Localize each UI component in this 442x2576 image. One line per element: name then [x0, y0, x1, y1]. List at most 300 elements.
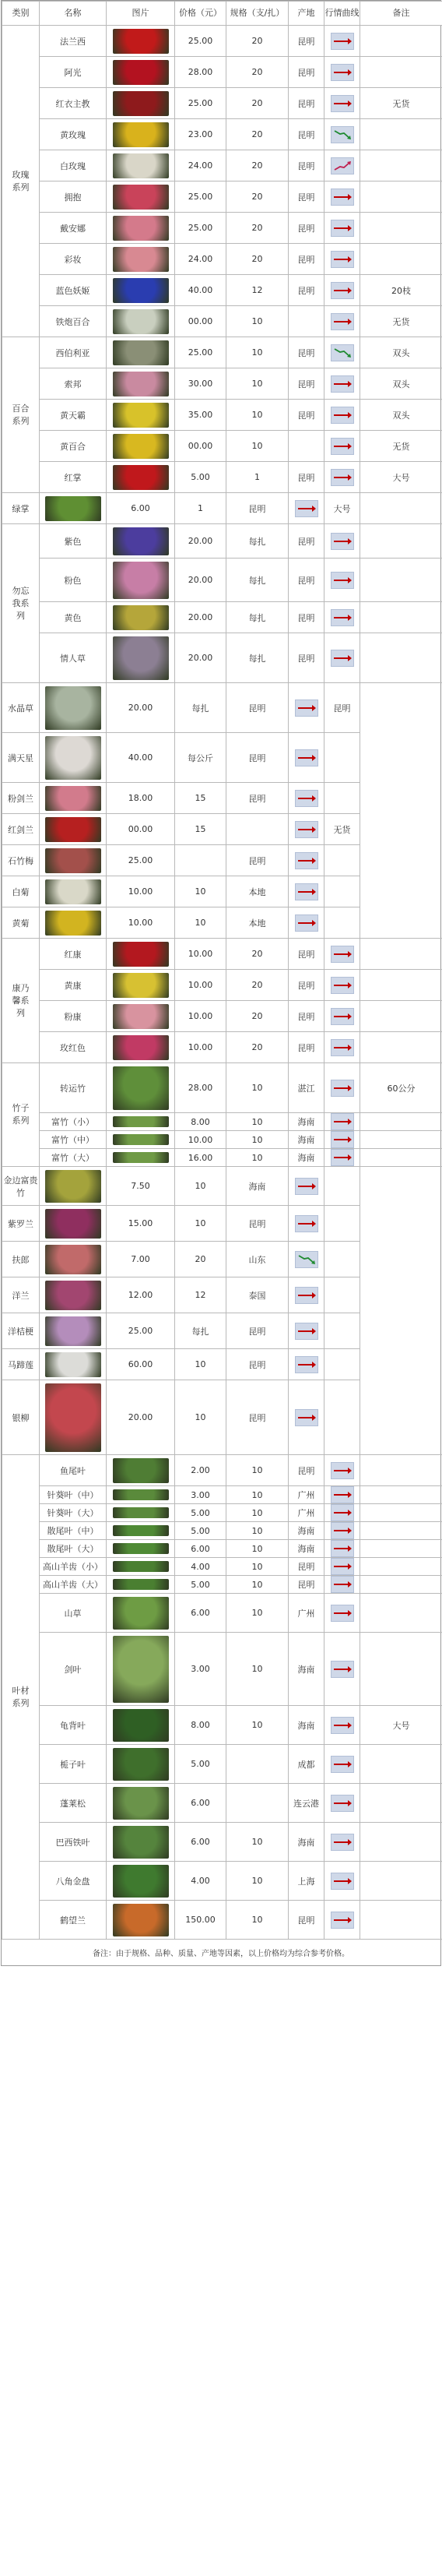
origin-cell: 昆明 [289, 970, 324, 1001]
trend-flat-icon[interactable] [331, 1522, 354, 1539]
trend-flat-icon[interactable] [331, 469, 354, 486]
price-cell: 25.00 [107, 1313, 175, 1349]
flower-image[interactable] [113, 60, 169, 85]
origin-cell: 昆明 [289, 1558, 324, 1576]
trend-flat-icon[interactable] [331, 438, 354, 455]
flower-image[interactable] [45, 1245, 101, 1274]
spec-cell: 20 [226, 970, 289, 1001]
flower-image[interactable] [45, 1209, 101, 1239]
trend-cell [324, 1862, 360, 1901]
origin-cell: 昆明 [289, 400, 324, 431]
flower-image[interactable] [113, 1709, 169, 1742]
trend-cell [324, 244, 360, 275]
table-row [2, 1540, 442, 1558]
spec-cell [226, 1745, 289, 1784]
origin-cell: 昆明 [289, 1901, 324, 1940]
flower-name: 黄百合 [40, 431, 107, 462]
spec-cell: 20 [226, 939, 289, 970]
price-cell: 00.00 [175, 431, 226, 462]
trend-cell [324, 368, 360, 400]
trend-cell [324, 1504, 360, 1522]
note-cell [360, 1862, 442, 1901]
trend-down-icon[interactable] [331, 344, 354, 361]
trend-cell [289, 1313, 324, 1349]
spec-cell: 20 [226, 150, 289, 181]
note-cell [360, 1633, 442, 1706]
trend-flat-icon[interactable] [331, 1149, 354, 1166]
price-cell: 25.00 [175, 213, 226, 244]
trend-cell [324, 400, 360, 431]
table-row [2, 57, 442, 88]
trend-cell [324, 1594, 360, 1633]
note-cell [324, 783, 360, 814]
flower-image[interactable] [113, 605, 169, 630]
trend-up-icon[interactable] [331, 157, 354, 174]
trend-flat-icon[interactable] [331, 313, 354, 330]
table-row [2, 400, 442, 431]
origin-cell: 昆明 [226, 1349, 289, 1380]
flower-image-cell [107, 1131, 175, 1149]
note-cell: 昆明 [324, 683, 360, 733]
flower-image[interactable] [113, 1525, 169, 1536]
price-cell: 23.00 [175, 119, 226, 150]
flower-image-cell [40, 1206, 107, 1242]
trend-flat-icon[interactable] [295, 1323, 318, 1340]
flower-name: 银柳 [2, 1380, 40, 1455]
price-cell: 25.00 [175, 26, 226, 57]
spec-cell: 10 [175, 907, 226, 939]
spec-cell: 10 [226, 1113, 289, 1131]
trend-flat-icon[interactable] [331, 1039, 354, 1056]
note-cell: 大号 [324, 493, 360, 524]
price-cell: 8.00 [175, 1706, 226, 1745]
flower-image-cell [107, 1706, 175, 1745]
flower-image-cell [107, 1001, 175, 1032]
table-row [2, 181, 442, 213]
spec-cell: 10 [226, 1594, 289, 1633]
price-cell: 150.00 [175, 1901, 226, 1940]
table-row [2, 1823, 442, 1862]
flower-name: 高山羊齿（小） [40, 1558, 107, 1576]
flower-name: 扶郎 [2, 1242, 40, 1277]
flower-image[interactable] [113, 1507, 169, 1518]
trend-flat-icon[interactable] [295, 883, 318, 900]
flower-image-cell [107, 1862, 175, 1901]
flower-image[interactable] [45, 1281, 101, 1310]
trend-flat-icon[interactable] [295, 1178, 318, 1195]
flower-name: 白玫瑰 [40, 150, 107, 181]
flower-name: 鱼尾叶 [40, 1455, 107, 1486]
price-cell: 10.00 [175, 1001, 226, 1032]
flower-image[interactable] [113, 942, 169, 967]
note-cell [360, 939, 442, 970]
price-cell: 28.00 [175, 1063, 226, 1113]
spec-cell: 20 [226, 213, 289, 244]
price-cell: 10.00 [175, 1131, 226, 1149]
flower-image[interactable] [113, 562, 169, 599]
flower-image[interactable] [113, 216, 169, 241]
flower-image-cell [40, 783, 107, 814]
flower-image-cell [107, 1032, 175, 1063]
flower-image-cell [107, 524, 175, 559]
trend-flat-icon[interactable] [331, 650, 354, 667]
flower-name: 紫罗兰 [2, 1206, 40, 1242]
spec-cell: 10 [226, 1706, 289, 1745]
note-cell [324, 1206, 360, 1242]
flower-image[interactable] [45, 817, 101, 842]
note-cell [360, 1745, 442, 1784]
flower-image[interactable] [113, 1134, 169, 1145]
origin-cell: 广州 [289, 1486, 324, 1504]
flower-image-cell [107, 1745, 175, 1784]
trend-flat-icon[interactable] [295, 700, 318, 717]
trend-flat-icon[interactable] [331, 33, 354, 50]
flower-image[interactable] [113, 1458, 169, 1483]
origin-cell: 昆明 [289, 150, 324, 181]
trend-flat-icon[interactable] [295, 500, 318, 517]
trend-flat-icon[interactable] [331, 1756, 354, 1773]
spec-cell: 10 [226, 1504, 289, 1522]
trend-flat-icon[interactable] [331, 1576, 354, 1593]
trend-flat-icon[interactable] [295, 821, 318, 838]
note-cell [360, 1113, 442, 1131]
category-cell: 勿忘我系列 [2, 524, 40, 683]
flower-image[interactable] [113, 1904, 169, 1936]
flower-image[interactable] [45, 848, 101, 873]
trend-flat-icon[interactable] [331, 220, 354, 237]
spec-cell: 12 [175, 1277, 226, 1313]
flower-image[interactable] [113, 1561, 169, 1572]
spec-cell: 每扎 [226, 524, 289, 559]
price-cell: 5.00 [175, 1504, 226, 1522]
trend-flat-icon[interactable] [331, 977, 354, 994]
price-cell: 20.00 [107, 1380, 175, 1455]
flower-name: 红剑兰 [2, 814, 40, 845]
flower-name: 山草 [40, 1594, 107, 1633]
price-cell: 10.00 [175, 970, 226, 1001]
spec-cell: 10 [226, 431, 289, 462]
flower-image[interactable] [113, 1035, 169, 1060]
trend-down-icon[interactable] [331, 126, 354, 143]
spec-cell: 10 [175, 1206, 226, 1242]
trend-flat-icon[interactable] [295, 1409, 318, 1426]
trend-flat-icon[interactable] [331, 251, 354, 268]
trend-flat-icon[interactable] [295, 790, 318, 807]
price-cell: 24.00 [175, 150, 226, 181]
flower-name: 八角金盘 [40, 1862, 107, 1901]
trend-flat-icon[interactable] [295, 852, 318, 869]
trend-cell [324, 524, 360, 559]
footer-note: 备注：由于规格、品种、质量、产地等因素，以上价格均为综合参考价格。 [93, 1950, 349, 1958]
flower-image-cell [107, 1633, 175, 1706]
trend-cell [324, 970, 360, 1001]
flower-image[interactable] [113, 372, 169, 396]
trend-flat-icon[interactable] [331, 64, 354, 81]
trend-cell [324, 88, 360, 119]
note-cell: 无货 [360, 431, 442, 462]
flower-name: 黄天霸 [40, 400, 107, 431]
flower-image-cell [107, 1784, 175, 1823]
trend-flat-icon[interactable] [295, 1287, 318, 1304]
table-row [2, 1001, 442, 1032]
table-row [2, 559, 442, 602]
flower-image-cell [107, 1063, 175, 1113]
note-cell: 60公分 [360, 1063, 442, 1113]
trend-cell [324, 1522, 360, 1540]
flower-image-cell [40, 1277, 107, 1313]
trend-cell [324, 1131, 360, 1149]
trend-flat-icon[interactable] [331, 407, 354, 424]
note-cell [360, 1823, 442, 1862]
flower-image[interactable] [45, 1352, 101, 1377]
trend-cell [324, 602, 360, 633]
trend-flat-icon[interactable] [331, 189, 354, 206]
price-cell: 28.00 [175, 57, 226, 88]
trend-flat-icon[interactable] [331, 95, 354, 112]
flower-image[interactable] [45, 686, 101, 730]
price-cell: 40.00 [175, 275, 226, 306]
flower-image-cell [107, 306, 175, 337]
price-cell: 25.00 [175, 88, 226, 119]
header-note: 备注 [360, 2, 442, 26]
trend-flat-icon[interactable] [295, 914, 318, 932]
trend-cell [324, 1576, 360, 1594]
trend-flat-icon[interactable] [331, 1080, 354, 1097]
trend-down-icon[interactable] [295, 1251, 318, 1268]
note-cell [324, 845, 360, 876]
flower-name: 石竹梅 [2, 845, 40, 876]
flower-name: 洋兰 [2, 1277, 40, 1313]
trend-flat-icon[interactable] [331, 282, 354, 299]
spec-cell: 10 [226, 1633, 289, 1706]
table-row [2, 814, 442, 845]
flower-image[interactable] [45, 1170, 101, 1203]
flower-image[interactable] [113, 1152, 169, 1163]
table-row [2, 1862, 442, 1901]
origin-cell: 山东 [226, 1242, 289, 1277]
spec-cell: 10 [226, 1901, 289, 1940]
trend-flat-icon[interactable] [331, 1131, 354, 1148]
origin-cell: 昆明 [289, 368, 324, 400]
flower-image[interactable] [45, 736, 101, 780]
table-row [2, 119, 442, 150]
flower-image[interactable] [113, 1636, 169, 1703]
flower-image[interactable] [113, 1787, 169, 1820]
note-cell: 20枝 [360, 275, 442, 306]
flower-image-cell [107, 1504, 175, 1522]
flower-image-cell [40, 1313, 107, 1349]
flower-name: 粉色 [40, 559, 107, 602]
trend-flat-icon[interactable] [331, 1008, 354, 1025]
flower-name: 转运竹 [40, 1063, 107, 1113]
flower-image-cell [40, 1167, 107, 1206]
trend-flat-icon[interactable] [331, 1605, 354, 1622]
trend-flat-icon[interactable] [331, 1795, 354, 1812]
flower-image[interactable] [113, 340, 169, 365]
table-row [2, 368, 442, 400]
spec-cell: 10 [226, 1558, 289, 1576]
flower-image[interactable] [113, 403, 169, 428]
category-cell: 竹子系列 [2, 1063, 40, 1167]
trend-flat-icon[interactable] [295, 749, 318, 766]
flower-image[interactable] [113, 527, 169, 555]
category-cell: 玫瑰系列 [2, 26, 40, 337]
flower-image[interactable] [45, 911, 101, 936]
flower-image[interactable] [113, 91, 169, 116]
spec-cell: 每扎 [226, 559, 289, 602]
spec-cell: 20 [226, 1001, 289, 1032]
origin-cell: 成都 [289, 1745, 324, 1784]
trend-flat-icon[interactable] [331, 375, 354, 393]
flower-image-cell [107, 1901, 175, 1940]
flower-image[interactable] [45, 1383, 101, 1452]
origin-cell: 本地 [226, 876, 289, 907]
price-cell: 4.00 [175, 1558, 226, 1576]
flower-image-cell [107, 1558, 175, 1576]
table-row [2, 1349, 442, 1380]
trend-flat-icon[interactable] [331, 1661, 354, 1678]
trend-flat-icon[interactable] [331, 1912, 354, 1929]
origin-cell: 上海 [289, 1862, 324, 1901]
table-row [2, 150, 442, 181]
flower-image[interactable] [113, 1865, 169, 1898]
trend-flat-icon[interactable] [331, 1834, 354, 1851]
flower-image[interactable] [113, 1579, 169, 1590]
flower-name: 绿掌 [2, 493, 40, 524]
origin-cell: 海南 [289, 1706, 324, 1745]
trend-cell [324, 1001, 360, 1032]
table-row [2, 462, 442, 493]
flower-image-cell [107, 1486, 175, 1504]
note-cell [360, 26, 442, 57]
flower-image[interactable] [45, 879, 101, 904]
trend-cell [324, 1901, 360, 1940]
flower-name: 栀子叶 [40, 1745, 107, 1784]
flower-image-cell [107, 368, 175, 400]
trend-flat-icon[interactable] [331, 533, 354, 550]
trend-flat-icon[interactable] [331, 946, 354, 963]
trend-flat-icon[interactable] [295, 1356, 318, 1373]
header-spec: 规格（支/扎） [226, 2, 289, 26]
flower-image[interactable] [113, 185, 169, 210]
origin-cell: 昆明 [289, 213, 324, 244]
flower-image[interactable] [113, 247, 169, 272]
flower-image[interactable] [113, 1489, 169, 1500]
origin-cell: 昆明 [289, 1576, 324, 1594]
price-cell: 8.00 [175, 1113, 226, 1131]
spec-cell: 20 [226, 119, 289, 150]
price-cell: 10.00 [175, 1032, 226, 1063]
trend-cell [324, 275, 360, 306]
flower-name: 洋桔梗 [2, 1313, 40, 1349]
spec-cell: 10 [226, 1576, 289, 1594]
origin-cell: 海南 [289, 1113, 324, 1131]
origin-cell: 昆明 [289, 462, 324, 493]
table-row [2, 1594, 442, 1633]
trend-cell [289, 733, 324, 783]
flower-image[interactable] [45, 786, 101, 811]
trend-flat-icon[interactable] [331, 1462, 354, 1479]
table-row [2, 213, 442, 244]
flower-image[interactable] [113, 1543, 169, 1554]
flower-image[interactable] [45, 1316, 101, 1346]
origin-cell: 海南 [226, 1167, 289, 1206]
flower-image[interactable] [113, 29, 169, 54]
flower-image[interactable] [113, 1116, 169, 1127]
trend-flat-icon[interactable] [331, 572, 354, 589]
note-cell [360, 1032, 442, 1063]
trend-flat-icon[interactable] [331, 609, 354, 626]
flower-image[interactable] [113, 1826, 169, 1859]
flower-image[interactable] [113, 973, 169, 998]
flower-image-cell [40, 1349, 107, 1380]
price-cell: 24.00 [175, 244, 226, 275]
flower-image[interactable] [113, 153, 169, 178]
price-cell: 30.00 [175, 368, 226, 400]
price-cell: 4.00 [175, 1862, 226, 1901]
trend-flat-icon[interactable] [331, 1558, 354, 1575]
flower-image-cell [40, 1380, 107, 1455]
spec-cell: 10 [226, 1540, 289, 1558]
spec-cell: 10 [175, 1380, 226, 1455]
origin-cell: 昆明 [289, 1001, 324, 1032]
origin-cell: 本地 [226, 907, 289, 939]
note-cell [324, 1242, 360, 1277]
flower-image[interactable] [113, 1004, 169, 1029]
trend-flat-icon[interactable] [295, 1215, 318, 1232]
price-cell: 25.00 [175, 181, 226, 213]
price-cell: 7.00 [107, 1242, 175, 1277]
trend-cell [324, 559, 360, 602]
flower-image-cell [107, 602, 175, 633]
origin-cell: 昆明 [289, 119, 324, 150]
flower-image[interactable] [113, 122, 169, 147]
flower-image[interactable] [113, 278, 169, 303]
table-row [2, 1633, 442, 1706]
trend-flat-icon[interactable] [331, 1717, 354, 1734]
flower-image[interactable] [113, 1066, 169, 1110]
spec-cell: 每公斤 [175, 733, 226, 783]
note-cell [360, 1576, 442, 1594]
flower-image[interactable] [113, 1748, 169, 1781]
flower-image[interactable] [45, 496, 101, 521]
price-cell: 6.00 [175, 1594, 226, 1633]
price-cell: 6.00 [175, 1823, 226, 1862]
table-row [2, 1706, 442, 1745]
origin-cell: 昆明 [289, 275, 324, 306]
table-row [2, 1558, 442, 1576]
flower-image[interactable] [113, 1597, 169, 1630]
trend-flat-icon[interactable] [331, 1113, 354, 1130]
flower-image[interactable] [113, 636, 169, 680]
note-cell [360, 524, 442, 559]
flower-name: 散尾叶（大） [40, 1540, 107, 1558]
flower-image[interactable] [113, 309, 169, 334]
trend-flat-icon[interactable] [331, 1486, 354, 1503]
trend-flat-icon[interactable] [331, 1540, 354, 1557]
table-row [2, 493, 442, 524]
flower-image[interactable] [113, 465, 169, 490]
trend-flat-icon[interactable] [331, 1504, 354, 1521]
header-price: 价格（元） [175, 2, 226, 26]
flower-name: 针葵叶（大） [40, 1504, 107, 1522]
note-cell: 大号 [360, 462, 442, 493]
flower-name: 红康 [40, 939, 107, 970]
trend-flat-icon[interactable] [331, 1873, 354, 1890]
flower-image[interactable] [113, 434, 169, 459]
flower-name: 戴安娜 [40, 213, 107, 244]
trend-cell [324, 1113, 360, 1131]
